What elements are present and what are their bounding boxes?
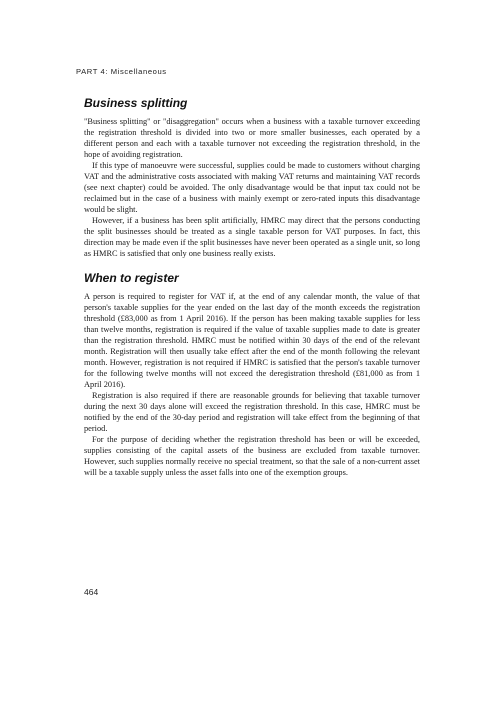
- section-business-splitting: [84, 96, 420, 259]
- section-heading-when-to-register: When to register: [84, 271, 179, 285]
- paragraph: For the purpose of deciding whether the registration threshold has been or will be exceeded, supplies consisting of the capital assets of the business are excluded from taxable turnover. However, such supplies normally receive no special treatment, so that the sale of a non-current asset will be a taxable supply unless the asset falls into one of the exemption groups.: [84, 435, 420, 477]
- paragraph: Registration is also required if there are reasonable grounds for believing that taxable turnover during the next 30 days alone will exceed the registration threshold. In this case, HMRC must be notified by the end of the 30-day period and registration will take effect from the beginning of that period.: [84, 391, 420, 433]
- paragraph: "Business splitting" or "disaggregation" occurs when a business with a taxable turnover exceeding the registration threshold is divided into two or more smaller businesses, each operated by a different person and each with a taxable turnover not exceeding the registration threshold, in the hope of avoiding registration.: [84, 117, 420, 159]
- section-when-to-register: [84, 271, 420, 478]
- page-number: 464: [84, 587, 99, 597]
- running-head: PART 4: Miscellaneous: [76, 67, 167, 76]
- paragraph: However, if a business has been split artificially, HMRC may direct that the persons conducting the split businesses should be treated as a single taxable person for VAT purposes. In fact, this direction may be made even if the split businesses have never been operated as a single unit, so long as HMRC is satisfied that only one business really exists.: [84, 216, 420, 258]
- page-content: [84, 96, 420, 478]
- section-heading-business-splitting: Business splitting: [84, 96, 188, 110]
- paragraph: If this type of manoeuvre were successful, supplies could be made to customers without charging VAT and the administrative costs associated with making VAT returns and maintaining VAT records (see next chapter) could be avoided. The only disadvantage would be that input tax could not be reclaimed but in the case of a business with mainly exempt or zero-rated inputs this disadvantage would be slight.: [84, 161, 420, 214]
- paragraph: A person is required to register for VAT if, at the end of any calendar month, the value of that person's taxable supplies for the year ended on the last day of the month exceeds the registration threshold (£83,000 as from 1 April 2016). If the person has been making taxable supplies for less than twelve months, registration is required if the value of taxable supplies made to date is greater than the registration threshold. HMRC must be notified within 30 days of the end of the relevant month. Registration will then usually take effect after the end of the month following the relevant month. However, registration is not required if HMRC is satisfied that the person's taxable turnover for the following twelve months will not exceed the deregistration threshold (£81,000 as from 1 April 2016).: [84, 292, 420, 389]
